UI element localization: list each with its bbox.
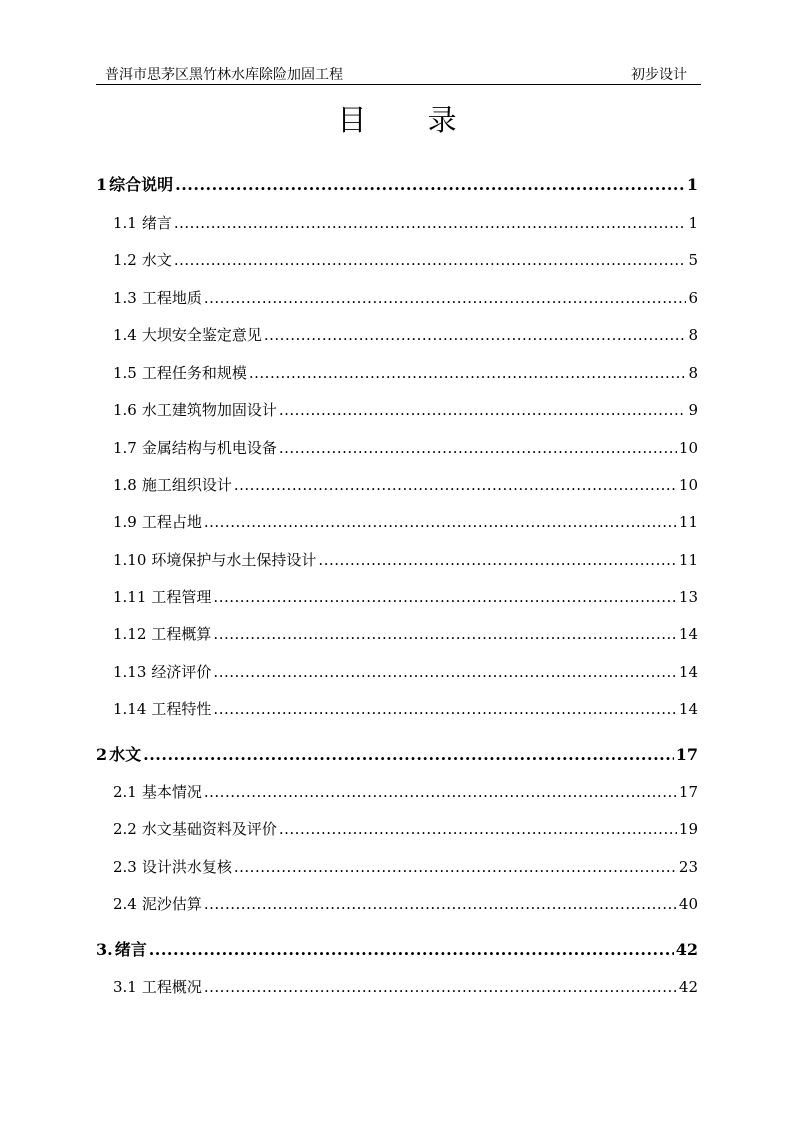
toc-entry[interactable]	[113, 511, 698, 533]
toc-entry-page: 42	[678, 978, 698, 996]
toc-entry-page: 9	[688, 401, 698, 419]
toc-entry[interactable]	[113, 698, 698, 720]
toc-entry[interactable]	[113, 893, 698, 915]
toc-dot-leader	[204, 781, 677, 803]
toc-entry-page: 17	[675, 745, 698, 764]
toc-entry-page: 1	[686, 175, 698, 194]
toc-dot-leader	[318, 549, 676, 571]
toc-entry-page: 8	[688, 364, 698, 382]
toc-entry-number: 1	[96, 175, 108, 194]
toc-entry-page: 17	[678, 783, 698, 801]
toc-entry-label: 工程占地	[141, 513, 202, 531]
toc-entry[interactable]	[113, 474, 698, 496]
toc-entry[interactable]	[113, 324, 698, 346]
toc-entry[interactable]	[113, 586, 698, 608]
toc-entry-page: 6	[688, 289, 698, 307]
toc-entry-label: 基本情况	[141, 783, 202, 801]
toc-entry-number: 1.7	[113, 439, 137, 457]
toc-entry-label: 工程特性	[151, 700, 212, 718]
toc-dot-leader	[174, 212, 687, 234]
toc-entry-number: 1.12	[113, 625, 147, 643]
toc-entry-number: 2.4	[113, 895, 137, 913]
toc-entry-label: 工程任务和规模	[141, 364, 247, 382]
toc-dot-leader	[279, 818, 677, 840]
toc-entry-label: 施工组织设计	[141, 476, 232, 494]
toc-entry-label: 水工建筑物加固设计	[141, 401, 277, 419]
toc-entry-page: 11	[678, 551, 698, 569]
toc-entry-number: 1.6	[113, 401, 137, 419]
page-header	[96, 62, 701, 85]
toc-dot-leader	[175, 174, 685, 196]
toc-entry-number: 1.2	[113, 251, 137, 269]
toc-entry[interactable]	[113, 623, 698, 645]
toc-entry-page: 14	[678, 700, 698, 718]
toc-entry-page: 14	[678, 625, 698, 643]
toc-dot-leader	[204, 893, 677, 915]
toc-dot-leader	[204, 511, 677, 533]
toc-dot-leader	[204, 287, 687, 309]
toc-entry-number: 1.5	[113, 364, 137, 382]
toc-entry-page: 8	[688, 326, 698, 344]
toc-entry-number: 2.1	[113, 783, 137, 801]
toc-entry-number: 1.10	[113, 551, 147, 569]
toc-entry-label: 经济评价	[151, 663, 212, 681]
toc-entry-label: 综合说明	[109, 175, 174, 194]
toc-dot-leader	[149, 939, 674, 961]
toc-entry-page: 40	[678, 895, 698, 913]
toc-entry-label: 工程概算	[151, 625, 212, 643]
toc-dot-leader	[234, 856, 677, 878]
toc-entry[interactable]	[113, 287, 698, 309]
toc-entry-page: 1	[688, 214, 698, 232]
toc-entry-number: 1.14	[113, 700, 147, 718]
toc-entry-label: 水文基础资料及评价	[141, 820, 277, 838]
toc-entry[interactable]	[113, 437, 698, 459]
toc-entry[interactable]	[113, 856, 698, 878]
toc-entry-label: 水文	[141, 251, 172, 269]
toc-entry[interactable]	[113, 212, 698, 234]
toc-entry-number: 1.9	[113, 513, 137, 531]
toc-entry-page: 10	[678, 476, 698, 494]
toc-entry-number: 3.1	[113, 978, 137, 996]
toc-dot-leader	[213, 661, 676, 683]
toc-entry-page: 10	[678, 439, 698, 457]
toc-dot-leader	[279, 437, 677, 459]
toc-entry-label: 金属结构与机电设备	[141, 439, 277, 457]
toc-entry-page: 23	[678, 858, 698, 876]
toc-entry[interactable]	[113, 549, 698, 571]
toc-entry-number: 3.	[96, 940, 113, 959]
toc-entry-number: 1.11	[113, 588, 147, 606]
toc-entry[interactable]	[113, 249, 698, 271]
toc-entry-label: 水文	[109, 745, 142, 764]
toc-entry-label: 工程概况	[141, 978, 202, 996]
toc-dot-leader	[279, 399, 687, 421]
toc-entry[interactable]	[113, 818, 698, 840]
toc-entry[interactable]	[96, 174, 698, 196]
toc-entry-label: 设计洪水复核	[141, 858, 232, 876]
toc-entry-number: 2.2	[113, 820, 137, 838]
toc-entry[interactable]	[96, 744, 698, 766]
toc-entry-page: 14	[678, 663, 698, 681]
toc-entry-page: 13	[678, 588, 698, 606]
toc-entry-page: 19	[678, 820, 698, 838]
toc-entry-number: 1.4	[113, 326, 137, 344]
toc-entry[interactable]	[113, 781, 698, 803]
header-project-name: 普洱市思茅区黑竹林水库除险加固工程	[105, 67, 343, 83]
toc-dot-leader	[264, 324, 687, 346]
toc-entry-label: 大坝安全鉴定意见	[141, 326, 262, 344]
toc-dot-leader	[249, 362, 687, 384]
toc-dot-leader	[213, 623, 676, 645]
toc-entry-label: 泥沙估算	[141, 895, 202, 913]
toc-entry-page: 5	[688, 251, 698, 269]
toc-entry-number: 2.3	[113, 858, 137, 876]
toc-entry[interactable]	[113, 362, 698, 384]
toc-entry-label: 环境保护与水土保持设计	[151, 551, 317, 569]
toc-entry-number: 1.1	[113, 214, 137, 232]
toc-entry-page: 11	[678, 513, 698, 531]
toc-dot-leader	[213, 586, 676, 608]
toc-entry-number: 2	[96, 745, 108, 764]
toc-entry-number: 1.8	[113, 476, 137, 494]
toc-entry-label: 工程管理	[151, 588, 212, 606]
toc-dot-leader	[143, 744, 674, 766]
toc-entry-page: 42	[675, 940, 698, 959]
header-stage: 初步设计	[631, 67, 687, 83]
toc-dot-leader	[204, 976, 677, 998]
toc-dot-leader	[174, 249, 687, 271]
toc-entry[interactable]	[113, 661, 698, 683]
toc-dot-leader	[234, 474, 677, 496]
toc-entry-number: 1.3	[113, 289, 137, 307]
toc-entry-label: 绪言	[114, 940, 147, 959]
page-title: 目 录	[337, 103, 483, 137]
toc-entry-label: 绪言	[141, 214, 172, 232]
toc-entry[interactable]	[96, 939, 698, 961]
toc-entry[interactable]	[113, 976, 698, 998]
toc-entry-number: 1.13	[113, 663, 147, 681]
toc-entry-label: 工程地质	[141, 289, 202, 307]
toc-dot-leader	[213, 698, 676, 720]
toc-entry[interactable]	[113, 399, 698, 421]
